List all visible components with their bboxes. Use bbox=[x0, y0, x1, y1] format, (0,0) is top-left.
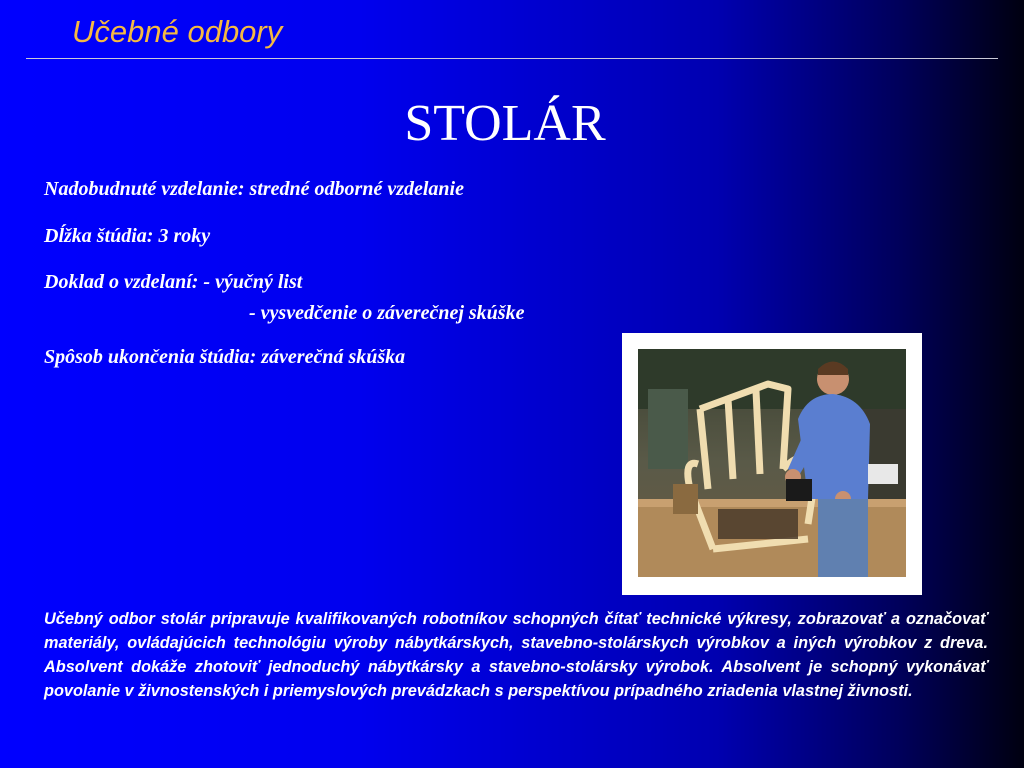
certificate-text-line2: - vysvedčenie o záverečnej skúške bbox=[249, 302, 525, 324]
completion-text: Spôsob ukončenia štúdia: záverečná skúška bbox=[44, 346, 406, 368]
page-title: STOLÁR bbox=[404, 95, 606, 152]
description-paragraph: Učebný odbor stolár pripravuje kvalifikovaných robotníkov schopných čítať technické výkresy, zobrazovať a označovať materiály, ovládajúcich technológiu výroby nábytkárskych, stavebno-stolárskych výrobkov a iných výrobkov z dreva. Absolvent dokáže zhotoviť jednoduchý nábytkársky a stavebno-stolársky výrobok. Absolvent je schopný vykonávať povolanie v živnostenských i priemyslových prevádzkach s perspektívou prípadného zriadenia vlastnej živnosti. bbox=[44, 610, 988, 700]
study-length-text: Dĺžka štúdia: 3 roky bbox=[44, 225, 211, 247]
header-divider bbox=[26, 58, 998, 59]
section-title: Učebné odbory bbox=[72, 14, 283, 49]
education-level-text: Nadobudnuté vzdelanie: stredné odborné vzdelanie bbox=[44, 178, 464, 200]
carpenter-photo bbox=[622, 333, 922, 595]
certificate-text-line1: Doklad o vzdelaní: - výučný list bbox=[44, 271, 303, 293]
carpenter-illustration bbox=[638, 349, 906, 577]
